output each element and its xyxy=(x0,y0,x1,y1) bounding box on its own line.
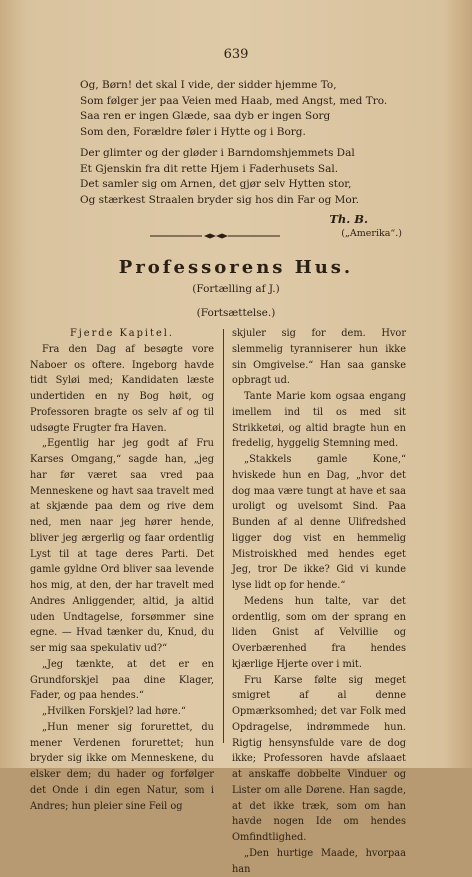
poem-line: Det samler sig om Arnen, det gjør selv Hytten stor, xyxy=(80,178,352,190)
poem-signature: Th. B. xyxy=(329,212,368,226)
poem-line: Og, Børn! det skal I vide, der sidder hjemme To, xyxy=(80,79,337,91)
text-column-left xyxy=(30,326,214,814)
paragraph: „Hvilken Forskjel? lad høre.“ xyxy=(42,706,186,717)
poem-line: Og stærkest Straalen bryder sig hos din Far og Mor. xyxy=(80,193,359,206)
chapter-heading: Fjerde Kapitel. xyxy=(69,328,175,339)
paragraph: Fra den Dag af besøgte vore Naboer os oftere. Ingeborg havde tidt Syløi med; Kandidaten læste undertiden en ny Bog høit, og Professoren bragte os selv af og til udsøgte Frugter fra Haven. xyxy=(30,343,214,434)
poem-stanza-1 xyxy=(80,78,400,140)
story-subtitle: (Fortælling af J.) xyxy=(192,283,280,295)
page-number: 639 xyxy=(223,47,249,62)
paragraph: skjuler sig for dem. Hvor slemmelig tyranniserer hun ikke sin Omgivelse.“ Han saa ganske opbragt ud. xyxy=(232,328,406,387)
poem-line: Som følger jer paa Veien med Haab, med Angst, med Tro. xyxy=(80,94,388,107)
poem-line: Et Gjenskin fra dit rette Hjem i Faderhusets Sal. xyxy=(80,162,339,175)
poem-stanza-2 xyxy=(80,146,400,208)
poem-line: Som den, Forældre føler i Hytte og i Borg. xyxy=(80,125,306,138)
paragraph: „Egentlig har jeg godt af Fru Karses Omgang,“ sagde han, „jeg har før været saa vred paa Menneskene og havt saa travelt med at skjænde paa dem og rive dem ned, men naar jeg hører hende, bliver jeg ærgerlig og faar ordentlig Lyst til at tage deres Parti. Det gamle gyldne Ord bliver saa levende hos mig, at den, der har travelt med Andres Anliggender, altid, ja altid uden Undtagelse, forsømmer sine egne. — Hvad tænker du, Knud, du ser mig saa spekulativ ud?“ xyxy=(30,438,214,654)
poem-line: Saa ren er ingen Glæde, saa dyb er ingen Sorg xyxy=(80,110,331,122)
text-column-right xyxy=(232,326,406,877)
paragraph: Tante Marie kom ogsaa engang imellem ind til os med sit Strikketøi, og altid bragte hun en fredelig, hyggelig Stemning med. xyxy=(232,391,406,450)
paragraph: „Jeg tænkte, at det er en Grundforskjel paa dine Klager, Fader, og paa hendes.“ xyxy=(30,658,214,702)
poem-line: Der glimter og der gløder i Barndomshjemmets Dal xyxy=(80,147,355,159)
poem-source: („Amerika“.) xyxy=(341,228,402,239)
paragraph: Medens hun talte, var det ordentlig, som om der sprang en liden Gnist af Velvillie og Overbærenhed fra hendes kjærlige Hjerte over i mit. xyxy=(232,595,406,670)
section-divider-ornament xyxy=(150,233,280,239)
column-divider xyxy=(223,329,224,743)
paragraph: „Hun mener sig forurettet, du mener Verdenen forurettet; hun bryder sig ikke om Menneskene, du elsker dem; du hader og forfølger det Onde i din egen Natur, som i Andres; hun pleier sine Feil og xyxy=(30,721,214,812)
paragraph: Fru Karse følte sig meget smigret af al denne Opmærksomhed; det var Folk med Opdragelse, indrømmede hun. Rigtig hensynsfulde vare de dog ikke; Professoren havde afslaaet at anskaffe dobbelte Vinduer og Lister om alle Dørene. Han sagde, at det ikke træk, som om han havde nogen Ide om hendes Omfindtlighed. xyxy=(232,674,406,843)
paragraph: „Den hurtige Maade, hvorpaa han xyxy=(232,847,406,875)
paragraph: „Stakkels gamle Kone,“ hviskede hun en Dag, „hvor det dog maa være tungt at have et saa uroligt og uvelsomt Sind. Paa Bunden af al denne Ulifredshed ligger dog vist en hemmelig Mistroiskhed med hendes eget Jeg, tror De ikke? Gid vi kunde lyse lidt op for hende.“ xyxy=(232,454,406,591)
story-title: Professorens Hus. xyxy=(118,257,354,278)
continued-note: (Fortsættelse.) xyxy=(196,307,276,319)
